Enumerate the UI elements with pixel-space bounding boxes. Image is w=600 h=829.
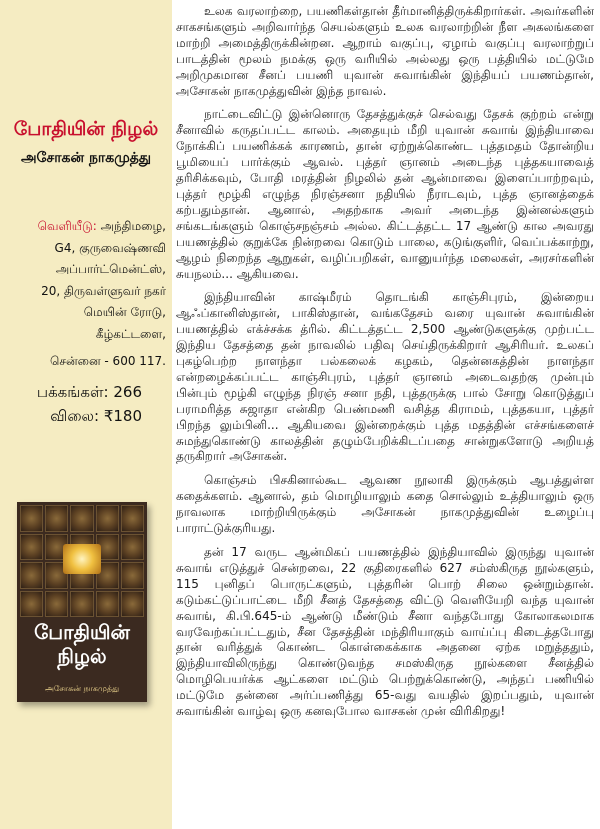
review-paragraph: நாட்டைவிட்டு இன்னொரு தேசத்துக்குச் செல்வது தேசக் குற்றம் என்று சீனாவில் கருதப்பட்ட காலம். அதையும் மீறி யுவான் சுவாங் இந்தியாவை நோக்கிப் பயணிக்கக் காரணம், தான் ஏற்றுக்கொண்ட புத்தமதம் தோன்றிய பூமியைப் பார்க்கும் ஆவல். புத்தர் ஞானம் அடைந்த புத்தகயாவைத் தரிசிக்கவும், போதி மரத்தின் நிழலில் தன் ஆன்மாவை இளைப்பாற்றவும், புத்தர் மூழ்கி எழுந்த நிரஞ்சனா நதியில் நீராடவும், புத்த ஞானத்தைக் கற்பதும்தான். ஆனால், அதற்காக அவர் அடைந்த இன்னல்களும் சங்கடங்களும் கொஞ்சநஞ்சம் அல்ல. கிட்டத்தட்ட 17 ஆண்டு கால அவரது பயணத்தில் குறுக்கே நின்றவை கொடும் பாலை, கடுங்குளிர், வெப்பக்காற்று, ஆழம் நிறைந்த ஆறுகள், வழிப்பறிகள், வானுயர்ந்த மலைகள், அரசர்களின் சுயநலம்... ஆகியவை. xyxy=(176,107,594,281)
book-meta xyxy=(37,380,142,428)
review-paragraph: இந்தியாவின் காஷ்மீரம் தொடங்கி காஞ்சிபுரம், இன்றைய ஆஃப்கானிஸ்தான், பாகிஸ்தான், வங்கதேசம் வரை யுவான் சுவாங்கின் பயணத்தில் எக்ச்சக்க த்ரில். கிட்டத்தட்ட 2,500 ஆண்டுகளுக்கு முற்பட்ட இந்திய தேசத்தை தன் நாவலில் பதிவு செய்திருக்கிறார் ஆசிரியர். உலகப் புகழ்பெற்ற நாளந்தா பல்கலைக் கழகம், தென்னகத்தின் நாளந்தா என்றழைக்கப்பட்ட காஞ்சிபுரம், புத்தர் ஞானம் அடைவதற்கு முன்பும் பின்பும் மூழ்கி எழுந்த நிரஞ் சனா நதி, புத்தருக்கு பால் சோறு கொடுத்துப் பராமரித்த சுஜாதா என்கிற பெண்மணி வசித்த கிராமம், புத்தகயா, புத்தர் பிறந்த லும்பினி... ஆகியவை இன்றைக்கும் புத்த மதத்தின் எச்சங்களைச் சுமந்துகொண்டு காலத்தின் தழும்பேறிக்கிடப்பதை சான்றுகளோடு அறியத் தருகிறார் அசோகன். xyxy=(176,290,594,464)
review-paragraph: உலக வரலாற்றை, பயணிகள்தான் தீர்மானித்திருக்கிறார்கள். அவர்களின் சாகசங்களும் அறிவார்ந்த செயல்களும் உலக வரலாற்றின் நீள அகலங்களை மாற்றி அமைத்திருக்கின்றன. ஆறாம் வகுப்பு, ஏழாம் வகுப்பு வரலாற்றுப் பாடத்தின் மூலம் நமக்கு ஒரு வரியில் அல்லது ஒரு பத்தியில் மட்டுமே அறிமுகமான சீனப் பயணி யுவான் சுவாங்கின் இந்தியப் பயணம்தான், அசோகன் நாகமுத்துவின் இந்த நாவல். xyxy=(176,4,594,98)
publisher-block xyxy=(6,216,166,373)
book-cover-image xyxy=(17,502,147,702)
publisher-line: கீழ்கட்டளை, xyxy=(95,326,166,341)
book-title: போதியின் நிழல் xyxy=(13,118,159,140)
price: விலை: ₹180 xyxy=(50,407,142,425)
cover-glow xyxy=(63,544,101,574)
page-count: பக்கங்கள்: 266 xyxy=(36,383,142,401)
cover-author: அசோகன் நாகமுத்து xyxy=(44,684,120,693)
book-info-sidebar xyxy=(0,0,172,829)
publisher-line: G4, குருவைஷ்ணவி xyxy=(54,240,166,255)
review-text xyxy=(176,4,594,728)
publisher-line: சென்னை - 600 117. xyxy=(49,354,166,368)
publisher-line: 20, திருவள்ளுவர் நகர் xyxy=(41,283,166,298)
review-paragraph: கொஞ்சம் பிசகினால்கூட ஆவண நூலாகி இருக்கும் ஆபத்துள்ள கதைக்களம். ஆனால், தம் மொழியாலும் கதை சொல்லும் உத்தியாலும் ஒரு நாவலாக மாற்றியிருக்கும் அசோகன் நாகமுத்துவின் உழைப்பு பாராட்டுக்குரியது. xyxy=(176,473,594,536)
book-author: அசோகன் நாகமுத்து xyxy=(20,150,152,166)
publisher-line: அப்பார்ட்மென்ட்ஸ், xyxy=(55,262,166,276)
cover-title: போதியின் நிழல் xyxy=(34,620,130,668)
publisher-line: அந்திமழை, xyxy=(100,219,166,233)
publisher-line: மெயின் ரோடு, xyxy=(83,305,166,319)
review-paragraph: தன் 17 வருட ஆன்மிகப் பயணத்தில் இந்தியாவில் இருந்து யுவான் சுவாங் எடுத்துச் சென்றவை, 22 குதிரைகளில் 627 சம்ஸ்கிருத நூல்களும், 115 புனிதப் பொருட்களும், புத்தரின் பொற் சிலை ஒன்றும்தான். கடும்கட்டுப்பாட்டை மீறி சீனத் தேசத்தை விட்டு வெளியேறி வந்த யுவான் சுவாங், கி.பி.645-ம் ஆண்டு மீண்டும் சீனா வந்தபோது கோலாகலமாக வரவேற்கப்பட்டதும், சீன தேசத்தின் மந்திரியாகும் வாய்ப்பு கிடைத்தபோது தான் வரித்துக் கொண்ட கொள்கைக்காக அதனை ஏற்க மறுத்ததும், இந்தியாவிலிருந்து கொண்டுவந்த சமஸ்கிருத நூல்களை சீனத்தில் மொழிபெயர்க்க ஆட்களை மட்டும் பெற்றுக்கொண்டு, அந்தப் பணியில் மட்டுமே தன்னை அர்ப்பணித்து 65-வது வயதில் இறப்பதும், யுவான் சுவாங்கின் வாழ்வு ஒரு கனவுபோல வாசகன் முன் விரிகிறது! xyxy=(176,545,594,719)
publisher-label: வெளியீடு: xyxy=(37,219,97,233)
